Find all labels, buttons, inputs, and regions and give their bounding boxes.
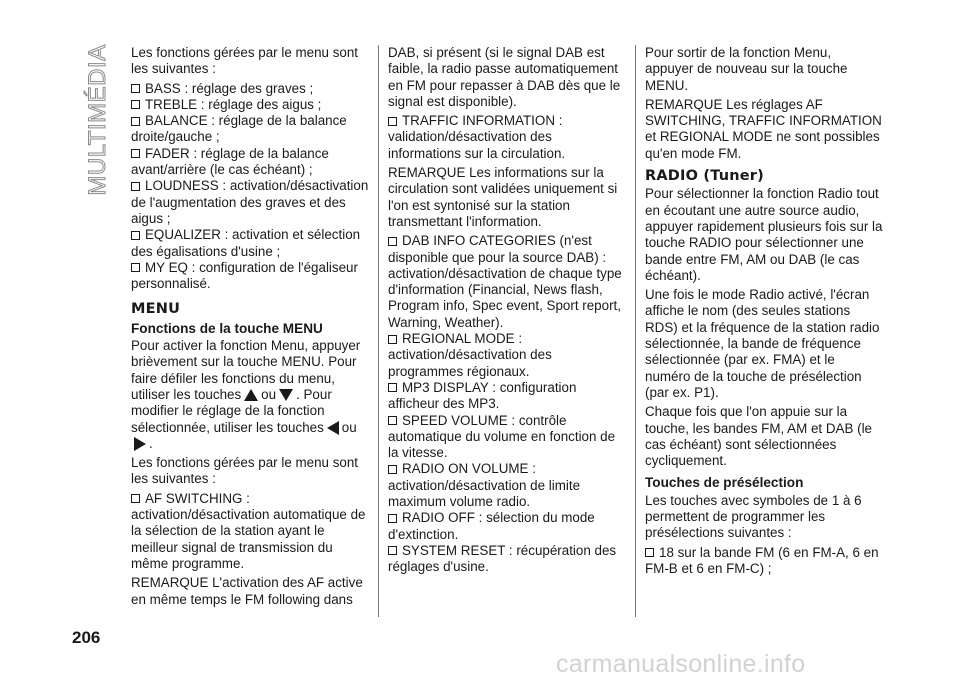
- list-item: SPEED VOLUME : contrôle automatique du volume en fonction de la vitesse.: [388, 412, 616, 461]
- square-bullet-icon: [388, 514, 397, 523]
- list-item: MP3 DISPLAY : configuration afficheur des MP3.: [388, 379, 577, 412]
- list-item: TRAFFIC INFORMATION : validation/désactivation des informations sur la circulation.: [388, 113, 566, 161]
- square-bullet-icon: [388, 465, 397, 474]
- square-bullet-icon: [131, 231, 140, 240]
- section-title-text: MULTIMÉDIA: [84, 44, 111, 196]
- list-item: EQUALIZER : activation et sélection des égalisations d'usine ;: [131, 227, 361, 259]
- list-item: SYSTEM RESET : récupération des réglages d'usine.: [388, 542, 617, 575]
- triangle-left-icon: [327, 421, 339, 435]
- list-item: FADER : réglage de la balance avant/arrière (le cas échéant) ;: [131, 145, 329, 178]
- list-item: REGIONAL MODE : activation/désactivation des programmes régionaux.: [388, 331, 552, 379]
- square-bullet-icon: [131, 100, 140, 109]
- square-bullet-icon: [388, 335, 397, 344]
- list-item: AF SWITCHING : activation/désactivation automatique de la sélection de la station ayant le meilleur signal de transmission du même programme.: [131, 490, 366, 571]
- list-item: 18 sur la bande FM (6 en FM-A, 6 en FM-B et 6 en FM-C) ;: [645, 544, 879, 576]
- radio-heading: RADIO (Tuner): [645, 168, 764, 185]
- square-bullet-icon: [131, 117, 140, 126]
- paragraph: Pour activer la fonction Menu, appuyer brièvement sur la touche MENU. Pour faire défiler les fonctions du menu, utiliser les touches ou . Pour modifier le réglage de la fonction sélectionnée, utiliser les touches ou .: [131, 338, 361, 451]
- paragraph: Les touches avec symboles de 1 à 6 permettent de programmer les présélections suivantes :: [645, 492, 862, 541]
- section-title: [84, 44, 112, 196]
- column-2: [388, 45, 626, 576]
- square-bullet-icon: [131, 182, 140, 191]
- column-3: [645, 45, 883, 577]
- list-item: BASS : réglage des graves ;: [131, 81, 369, 97]
- page-number: 206: [72, 628, 101, 647]
- list-item: TREBLE : réglage des aigus ;: [131, 97, 369, 113]
- list-item: DAB INFO CATEGORIES (n'est disponible que pour la source DAB) : activation/désactivation de chaque type d'information (Financial, News flash, Program info, Spec event, Sport report, Warning, Weather).: [388, 233, 622, 330]
- triangle-up-icon: [244, 389, 258, 401]
- paragraph: Chaque fois que l'on appuie sur la touche, les bandes FM, AM et DAB (le cas échéant) sont sélectionnées cycliquement.: [645, 404, 872, 469]
- list-item: BALANCE : réglage de la balance droite/gauche ;: [131, 113, 347, 145]
- watermark: carmanualsonline.info: [556, 650, 806, 678]
- remark: REMARQUE Les informations sur la circulation sont validées uniquement si l'on est syntonisé sur la station transmettant l'information.: [388, 165, 618, 229]
- paragraph: Pour sélectionner la fonction Radio tout en écoutant une autre source audio, appuyer rapidement plusieurs fois sur la touche RADIO pour sélectionner une bande entre FM, AM ou DAB (le cas échéant).: [645, 186, 883, 283]
- square-bullet-icon: [388, 117, 397, 126]
- paragraph: Les fonctions gérées par le menu sont les suivantes :: [131, 45, 359, 77]
- square-bullet-icon: [131, 494, 140, 503]
- square-bullet-icon: [388, 237, 397, 246]
- list-item: RADIO ON VOLUME : activation/désactivation de limite maximum volume radio.: [388, 461, 581, 510]
- preset-heading: Touches de présélection: [645, 475, 804, 491]
- column-divider: [635, 45, 636, 617]
- paragraph: Une fois le mode Radio activé, l'écran affiche le nom (des seules stations RDS) et la fréquence de la station radio sélectionnée, la bande de fréquence sélectionnée (par ex. FMA) et le numéro de la touche de présélection (par ex. P1).: [645, 287, 880, 400]
- square-bullet-icon: [388, 416, 397, 425]
- remark: REMARQUE L'activation des AF active en même temps le FM following dans: [131, 575, 363, 607]
- column-1: [131, 45, 369, 611]
- square-bullet-icon: [388, 383, 397, 392]
- menu-subheading: Fonctions de la touche MENU: [131, 320, 323, 336]
- square-bullet-icon: [131, 149, 140, 158]
- paragraph: Pour sortir de la fonction Menu, appuyer de nouveau sur la touche MENU.: [645, 45, 848, 93]
- list-item: LOUDNESS : activation/désactivation de l'augmentation des graves et des aigus ;: [131, 178, 369, 226]
- square-bullet-icon: [388, 546, 397, 555]
- menu-heading: MENU: [131, 301, 181, 318]
- list-item: RADIO OFF : sélection du mode d'extinction.: [388, 510, 595, 542]
- triangle-down-icon: [279, 389, 293, 401]
- remark: REMARQUE Les réglages AF SWITCHING, TRAFFIC INFORMATION et REGIONAL MODE ne sont possibles qu'en mode FM.: [645, 96, 882, 161]
- square-bullet-icon: [131, 263, 140, 272]
- paragraph: DAB, si présent (si le signal DAB est faible, la radio passe automatiquement en FM pour repasser à DAB dès que le signal est disponible).: [388, 45, 621, 109]
- list-item: MY EQ : configuration de l'égaliseur personnalisé.: [131, 259, 358, 292]
- triangle-right-icon: [134, 437, 146, 451]
- square-bullet-icon: [131, 84, 140, 93]
- column-divider: [378, 45, 379, 617]
- square-bullet-icon: [645, 548, 654, 557]
- paragraph: Les fonctions gérées par le menu sont les suivantes :: [131, 455, 359, 487]
